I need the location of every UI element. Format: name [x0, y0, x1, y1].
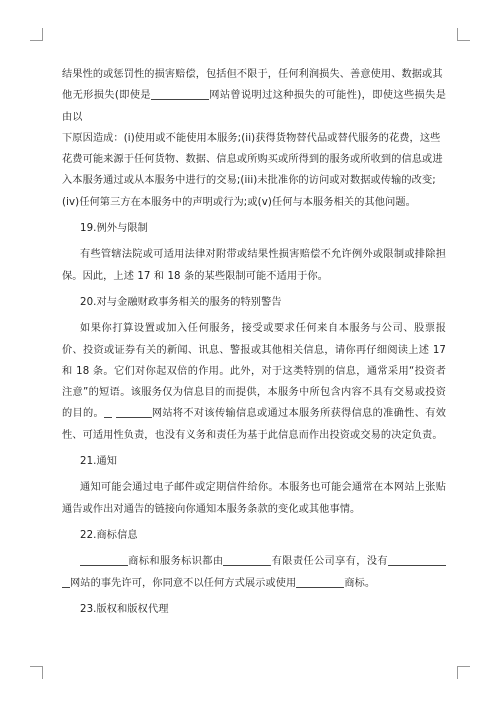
fill-in-blank: [388, 554, 446, 566]
section18-text: 他无形损失(即使是: [62, 90, 151, 102]
section21-body: 通知可能会通过电子邮件或定期信件给你。本服务也可能会通常在本网站上张贴通告或作出对通告的链接向你通知本服务条款的变化或其他事情。: [62, 482, 446, 515]
crop-mark-top-left: [30, 28, 43, 41]
fill-in-blank: [62, 576, 70, 588]
section22-text: 网站的事先许可，你同意不以任何方式展示或使用: [70, 577, 297, 589]
section22-text: 商标和服务标识都由: [128, 556, 224, 568]
fill-in-blank: [296, 576, 344, 588]
fill-in-blank: [223, 554, 271, 566]
section20-text: 网站将不对该传输信息或通过本服务所获得信息的准确性、有效性、可适用性负责，也没有义务和责任为基于此信息而作出投资或交易的决定负责。: [62, 408, 447, 441]
section22-text: 有限责任公司享有，没有: [271, 556, 388, 568]
section18-line: [62, 85, 446, 128]
fill-in-blank: [116, 406, 152, 418]
section18-line: 结果性的或惩罚性的损害赔偿，包括但不限于，任何利润损失、善意使用、数据或其: [62, 69, 443, 80]
section-heading-23: 23.版权和版权代理: [80, 603, 169, 615]
section-heading-21: 21.通知: [80, 456, 118, 468]
section19-body: 有些管辖法院或可适用法律对附带或结果性损害赔偿不允许例外或限制或排除担保。因此，上述 17 和 18 条的某些限制可能不适用于你。: [62, 249, 446, 282]
section18-line: 花费可能来源于任何货物、数据、信息或所购买或所得到的服务或所收到的信息或进: [62, 154, 443, 166]
section22-text: 商标。: [344, 577, 376, 589]
section18-line: (iv)任何第三方在本服务中的声明或行为;或(v)任何与本服务相关的其他问题。: [62, 196, 416, 208]
section18-text: 网站曾说明过这种损失的可能性)，即使这些损失是由以: [62, 90, 446, 123]
section20-text: 如果你打算设置或加入任何服务，接受或要求任何来自本服务与公司、股票报价、投资或证券有关的新闻、讯息、警报或其他相关信息，请你再仔细阅读上述 17 和 18 条。它们对你起双倍的作用。此外，对于这类特别的信息，通常采用“投资者注意”的短语。该服务仅为信息目的而提供，本服务中所包含内容不具有交易或投资的目的。: [62, 323, 446, 420]
section18-line: 入本服务通过或从本服务中进行的交易;(iii)未批准你的访问或对数据或传输的改变;: [62, 175, 436, 187]
fill-in-blank: [104, 406, 112, 418]
fill-in-blank: [151, 88, 209, 100]
crop-mark-bottom-left: [30, 666, 43, 679]
document-body: [62, 64, 446, 620]
section-heading-19: 19.例外与限制: [80, 223, 148, 235]
section-heading-22: 22.商标信息: [80, 529, 138, 541]
fill-in-blank: [80, 554, 128, 566]
crop-mark-top-right: [457, 28, 470, 41]
crop-mark-bottom-right: [457, 666, 470, 679]
section20-body: [62, 318, 446, 446]
section22-body: [62, 551, 446, 594]
section-heading-20: 20.对与金融财政事务相关的服务的特别警告: [80, 296, 282, 308]
section18-line: 下原因造成：(i)使用或不能使用本服务;(ii)获得货物替代品或替代服务的花费，这些: [62, 132, 441, 144]
